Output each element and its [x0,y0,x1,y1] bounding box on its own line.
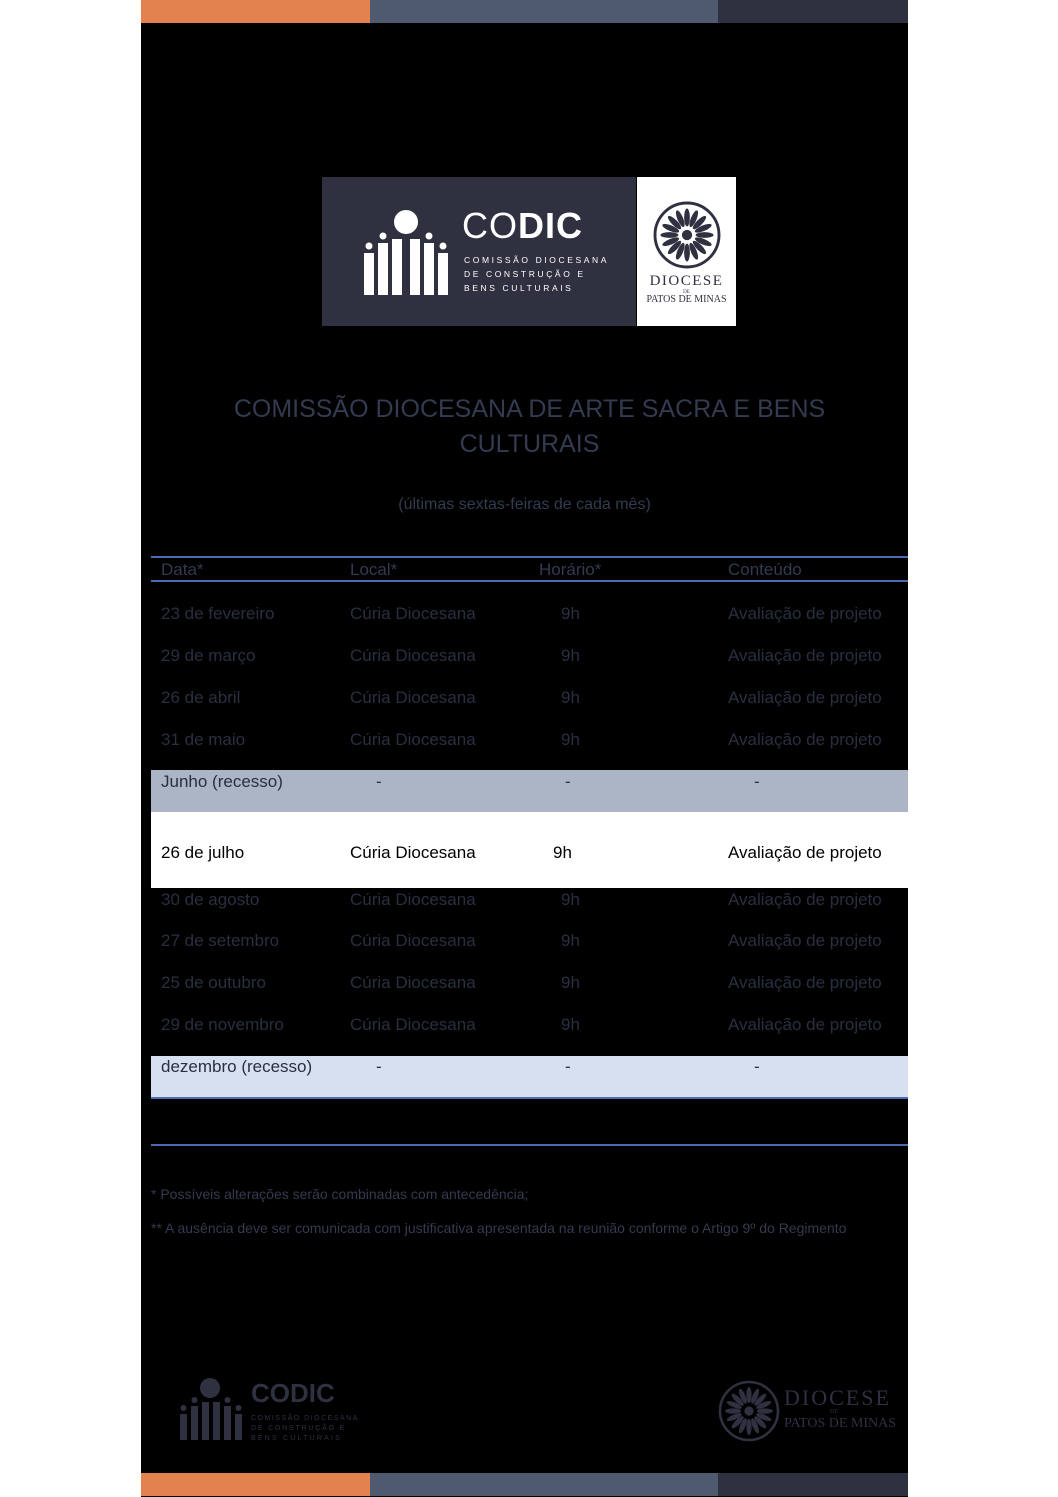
svg-text:DIOCESE: DIOCESE [784,1385,891,1410]
rosette-icon [653,201,721,269]
header-local: Local* [350,560,398,579]
codic-people-icon [364,209,448,295]
header-conteudo: Conteúdo [728,560,802,579]
footer-diocese-icon [718,1379,898,1443]
footer-codic-logo [179,1376,359,1446]
svg-text:CODIC: CODIC [251,1378,335,1408]
document-page: CODIC COMISSÃO DIOCESANA DE CONSTRUÇÃO E BENS CULTURAIS DIOCESE DE PATOS DE MINAS COMISSÃO DIOCESANA DE ARTE SACRA E BENS CULTURAIS (últimas sextas-feiras de cada mês) Data* Local* Horário* Conteúdo 23 de fevereiro Cúria Diocesana 9h Avaliação de projeto 29 de março Cúria Diocesana 9h Avaliação de projeto 26 de abril Cúria Diocesana 9h Avaliação de projeto 31 de maio Cúria Diocesana 9h Avaliação de projeto Junho (recesso) - - - 26 de julho Cúria Diocesana 9h Avaliação de projeto 30 de agosto Cúria Diocesana 9h Avaliação de projeto 27 de setembro Cúria Diocesana 9h Avaliação de projeto 25 de outubro Cúria Diocesana 9h Avaliação de projeto 29 de novembro Cúria Diocesana 9h Avaliação de projeto dezembro (recesso) - - - * Possíveis alterações serão combinadas com antecedência; ** A ausência deve ser comunicada com justificativa apresentada na reunião conforme o Artigo 9º do Regimento CODIC COMISSÃO DIOCESANA DE CONSTRUÇÃO E BENS CULTURAIS DIOCESE DE PATOS DE MINAS [141,0,908,1497]
table-header-rule [151,580,908,582]
bottom-color-bar [141,1473,908,1496]
diocese-logo [637,177,736,326]
svg-text:BENS CULTURAIS: BENS CULTURAIS [251,1435,342,1442]
codic-wordmark: CODIC [462,205,583,246]
codic-logo [322,177,636,326]
svg-text:DE: DE [830,1409,838,1415]
diocese-word: DIOCESE [649,273,724,289]
diocese-city: PATOS DE MINAS [646,294,727,305]
page-title: COMISSÃO DIOCESANA DE ARTE SACRA E BENS CULTURAIS [233,395,826,458]
footer-codic-icon [179,1376,359,1446]
header-data: Data* [161,560,204,579]
footnote-2: ** A ausência deve ser comunicada com justificativa apresentada na reunião conforme o Artigo 9º do Regimento [151,1220,847,1236]
table-bottom-rule [151,1097,908,1099]
svg-text:PATOS DE MINAS: PATOS DE MINAS [784,1416,897,1431]
table-top-rule [151,556,908,558]
footnote-rule [151,1144,908,1146]
page-subtitle: (últimas sextas-feiras de cada mês) [398,496,651,513]
footer-diocese-logo [718,1379,898,1443]
svg-text:COMISSÃO DIOCESANA: COMISSÃO DIOCESANA [251,1415,359,1422]
top-color-bar [141,0,908,23]
codic-tagline: COMISSÃO DIOCESANA DE CONSTRUÇÃO E BENS CULTURAIS [464,255,610,293]
header-horario: Horário* [539,560,602,579]
diocese-de: DE [683,290,690,295]
footnote-1: * Possíveis alterações serão combinadas com antecedência; [151,1186,529,1202]
svg-text:DE CONSTRUÇÃO E: DE CONSTRUÇÃO E [251,1425,347,1432]
